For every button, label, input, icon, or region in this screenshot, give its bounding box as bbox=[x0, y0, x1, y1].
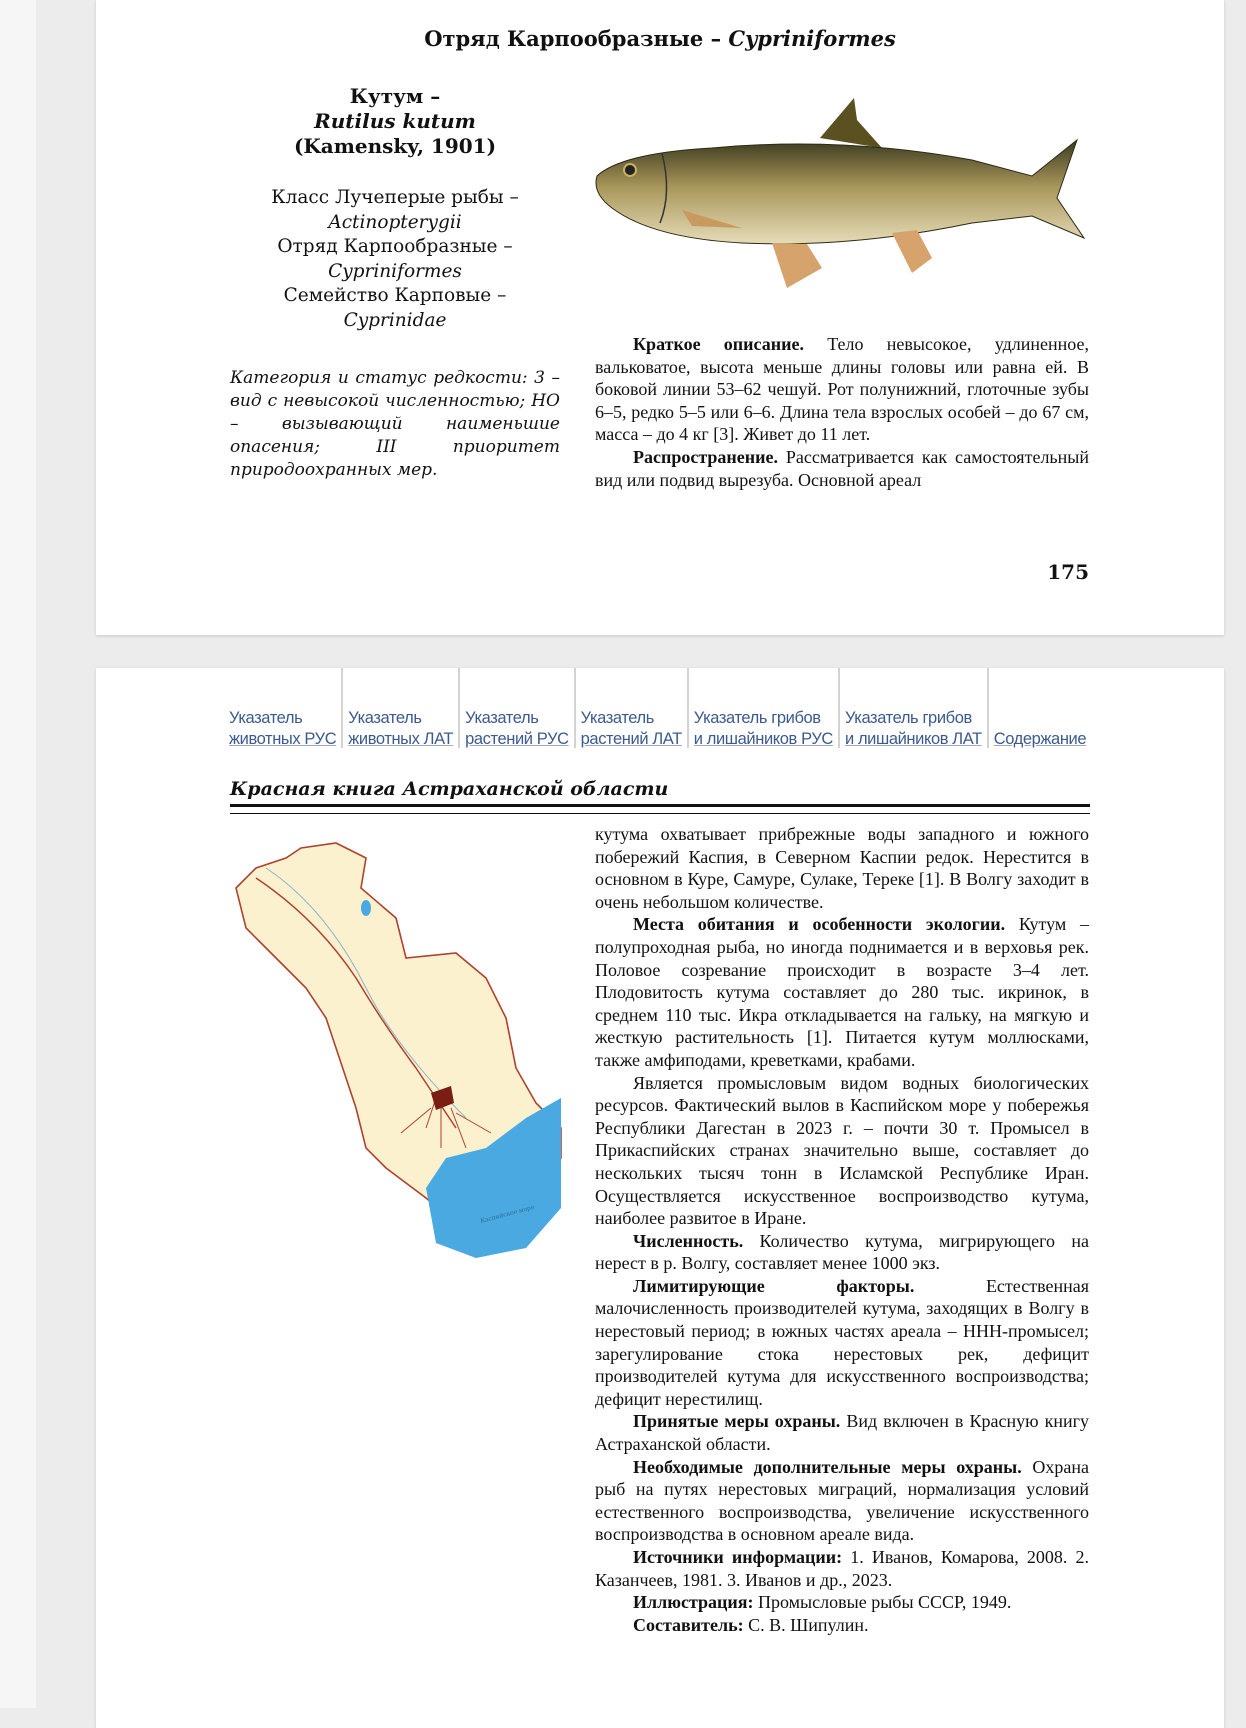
section-abundance bbox=[595, 1230, 1089, 1275]
description-column bbox=[595, 333, 1089, 491]
section-head: Распространение. bbox=[633, 446, 779, 467]
running-head: Красная книга Астраханской области bbox=[230, 778, 669, 800]
taxonomy bbox=[230, 186, 560, 333]
continuation-paragraph: кутума охватывает прибрежные воды западного и южного побережий Каспия, в Северном Каспии редок. Нерестится в основном в Куре, Самуре, Сулаке, Тереке [1]. В Волгу заходит в очень небольшом количестве. bbox=[595, 824, 1089, 912]
section-head: Составитель: bbox=[633, 1614, 744, 1635]
section-text: С. В. Шипулин. bbox=[743, 1614, 869, 1635]
section-head: Источники информации: bbox=[633, 1547, 843, 1567]
section-sources bbox=[595, 1546, 1089, 1591]
section-fishery bbox=[595, 1072, 1089, 1230]
nav-fungi-lat[interactable]: Указатель грибов и лишайников ЛАТ bbox=[840, 668, 989, 748]
taxon-ru: Отряд Карпообразные – bbox=[277, 236, 513, 257]
text-column bbox=[595, 823, 1089, 1636]
map-label-sea: Каспийское море bbox=[479, 1203, 536, 1225]
section-text: Кутум – полупроходная рыба, но иногда поднимается и в верховья рек. Половое созревание происходит в возрасте 3–4 лет. Плодовитость кутума составляет до 280 тыс. икринок, в среднем 110 тыс. Икра откладывается на гальку, на мягкую и жесткую растительность [1]. Питается кутум моллюсками, также амфиподами, креветками, крабами. bbox=[595, 914, 1090, 1070]
page-title: Отряд Карпообразные – Cypriniformes bbox=[424, 26, 896, 51]
species-name-ru: Кутум – bbox=[349, 84, 441, 108]
section-text: Рассматривается как самостоятельный вид или подвид вырезуба. Основной ареал bbox=[595, 446, 1089, 490]
species-name-lat: Rutilus kutum bbox=[314, 109, 476, 133]
page-175 bbox=[96, 0, 1224, 635]
section-text: Промысловые рыбы СССР, 1949. bbox=[753, 1592, 1012, 1613]
section-limiting-factors bbox=[595, 1275, 1089, 1411]
nav-contents[interactable]: Содержание bbox=[993, 730, 1087, 748]
section-text: Является промысловым видом водных биологических ресурсов. Фактический вылов в Каспийском море у побережья Республики Дагестан в 2023 г. – почти 30 т. Промысел в Прикаспийских странах значительно выше, составляет до нескольких тысяч тонн в Исламской Республике Иран. Осуществляется искусственное воспроизводство кутума, наиболее развитое в Иране. bbox=[595, 1072, 1089, 1229]
species-heading bbox=[230, 84, 560, 159]
section-habitat bbox=[595, 913, 1089, 1071]
nav-animals-rus[interactable]: Указатель животных РУС bbox=[224, 668, 343, 748]
nav-fungi-rus[interactable]: Указатель грибов и лишайников РУС bbox=[689, 668, 840, 748]
section-head: Иллюстрация: bbox=[633, 1592, 754, 1613]
species-author: (Kamensky, 1901) bbox=[293, 134, 497, 158]
section-text: Тело невысокое, удлиненное, вальковатое, высота меньше длины головы или равна ей. В боковой линии 53–62 чешуй. Рот полунижний, глоточные зубы 6–5, редко 5–5 или 6–6. Длина тела взрослых особей – до 67 см, масса – до 4 кг [3]. Живет до 11 лет. bbox=[595, 334, 1089, 445]
section-head: Принятые меры охраны. bbox=[633, 1411, 841, 1432]
section-head: Необходимые дополнительные меры охраны. bbox=[633, 1456, 1022, 1477]
nav-plants-rus[interactable]: Указатель растений РУС bbox=[460, 668, 576, 748]
section-head: Места обитания и особенности экологии. bbox=[633, 914, 1006, 935]
section-text: Естественная малочисленность производителей кутума, заходящих в Волгу в нерестовый период; в южных частях ареала – ННН-промысел; зарегулирование стока нерестовых рек, дефицит производителей кутума для искусственного воспроизводства; дефицит нерестилищ. bbox=[595, 1275, 1089, 1409]
taxon-ru: Семейство Карповые – bbox=[283, 285, 507, 306]
section-description bbox=[595, 333, 1089, 446]
section-distribution bbox=[595, 446, 1089, 491]
fish-illustration bbox=[592, 98, 1092, 298]
rarity-status: Категория и статус редкости: 3 – вид с невысокой численностью; НО – вызывающий наименьшие опасения; III приоритет природоохранных мер. bbox=[230, 368, 560, 480]
taxon-ru: Класс Лучеперые рыбы – bbox=[271, 187, 519, 208]
section-author bbox=[595, 1614, 1089, 1637]
section-head: Краткое описание. bbox=[633, 334, 804, 354]
index-nav bbox=[224, 668, 1091, 748]
nav-plants-lat[interactable]: Указатель растений ЛАТ bbox=[576, 668, 689, 748]
section-measures-taken bbox=[595, 1410, 1089, 1455]
section-head: Лимитирующие факторы. bbox=[633, 1275, 915, 1296]
section-text: Охрана рыб на путях нерестовых миграций, нормализация условий естественного воспроизводства, увеличение искусственного воспроизводства в основном ареале вида. bbox=[595, 1456, 1089, 1545]
section-text: 1. Иванов, Комарова, 2008. 2. Казанчеев, 1981. 3. Иванов и др., 2023. bbox=[595, 1547, 1089, 1590]
section-measures-needed bbox=[595, 1456, 1089, 1546]
section-text: Количество кутума, мигрирующего на нерест в р. Волгу, составляет менее 1000 экз. bbox=[595, 1230, 1089, 1274]
header-rule bbox=[230, 804, 1090, 814]
nav-animals-lat[interactable]: Указатель животных ЛАТ bbox=[343, 668, 460, 748]
taxon-lat: Cyprinidae bbox=[343, 309, 447, 331]
section-head: Численность. bbox=[633, 1230, 744, 1251]
section-illustration bbox=[595, 1591, 1089, 1614]
section-text: Вид включен в Красную книгу Астраханской области. bbox=[595, 1411, 1089, 1455]
page-176 bbox=[96, 668, 1224, 1728]
taxon-lat: Cypriniformes bbox=[328, 260, 462, 282]
viewer-margin bbox=[0, 0, 36, 1708]
range-map bbox=[226, 828, 566, 1258]
page-number: 175 bbox=[1047, 560, 1089, 584]
taxon-lat: Actinopterygii bbox=[328, 211, 462, 233]
